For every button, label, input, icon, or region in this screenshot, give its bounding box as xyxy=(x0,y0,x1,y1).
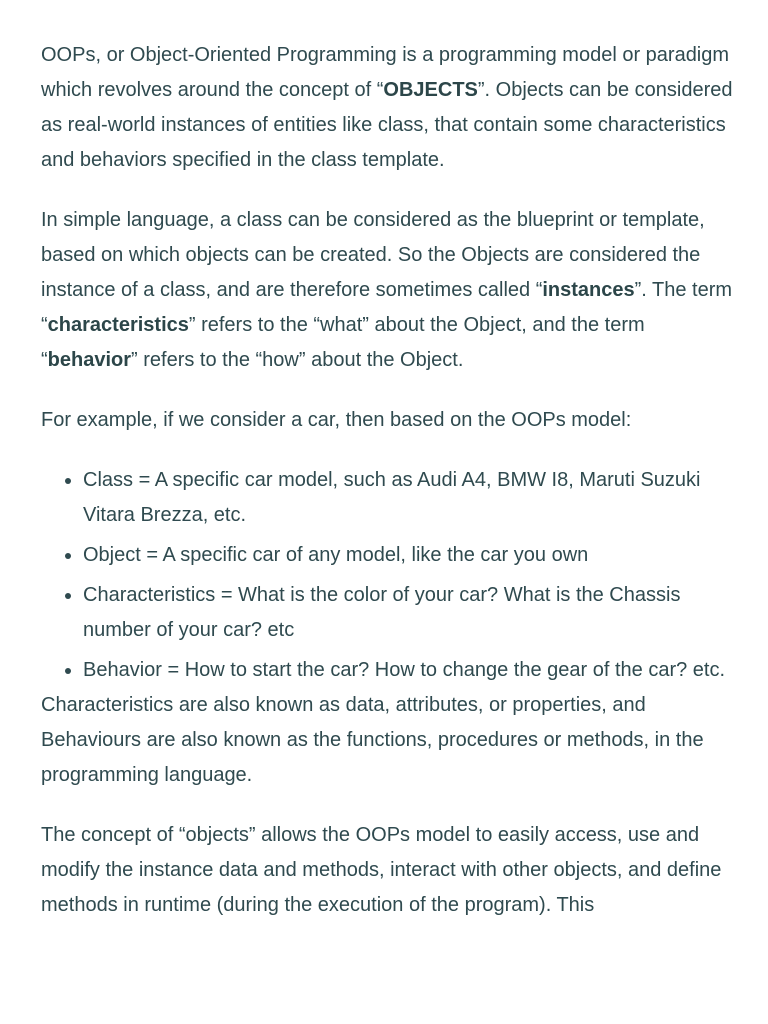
bullet-icon xyxy=(65,593,71,599)
paragraph-intro-text-1: OOPs, or Object-Oriented Programming is a programming model or paradigm which revolves around the concept of “ xyxy=(41,44,730,101)
list-item xyxy=(83,653,733,688)
paragraph-class-text-2: ”. The term “ xyxy=(41,279,733,336)
car-example-list xyxy=(41,463,733,688)
paragraph-class-text-4: ” refers to the “how” about the Object. xyxy=(131,349,464,371)
behavior-bold-term: behavior xyxy=(47,349,132,371)
bullet-icon xyxy=(65,478,71,484)
paragraph-class-text-1: In simple language, a class can be considered as the blueprint or template, based on which objects can be created. So the Objects are considered the instance of a class, and are therefore sometimes called “ xyxy=(41,209,705,301)
list-item xyxy=(83,538,733,573)
list-item-text: Class = A specific car model, such as Audi A4, BMW I8, Maruti Suzuki Vitara Brezza, etc. xyxy=(83,469,701,526)
list-item xyxy=(83,463,733,533)
paragraph-class-text-3: ” refers to the “what” about the Object, and the term “ xyxy=(41,314,645,371)
list-item-text: Object = A specific car of any model, like the car you own xyxy=(83,544,589,566)
characteristics-bold-term: characteristics xyxy=(47,314,189,336)
paragraph-objects-concept: The concept of “objects” allows the OOPs model to easily access, use and modify the instance data and methods, interact with other objects, and define methods in runtime (during the execution of the program). This xyxy=(41,824,722,916)
bullet-icon xyxy=(65,668,71,674)
paragraph-class-explanation xyxy=(41,203,733,378)
objects-bold-term: OBJECTS xyxy=(383,79,478,101)
paragraph-intro xyxy=(41,38,733,178)
paragraph-intro-text-2: ”. Objects can be considered as real-world instances of entities like class, that contain some characteristics and behaviors specified in the class template. xyxy=(41,79,733,171)
paragraph-example-intro: For example, if we consider a car, then based on the OOPs model: xyxy=(41,409,632,431)
article-body xyxy=(41,38,733,923)
list-item xyxy=(83,578,733,648)
list-item-text: Behavior = How to start the car? How to change the gear of the car? etc. xyxy=(83,659,726,681)
list-item-text: Characteristics = What is the color of your car? What is the Chassis number of your car? etc xyxy=(83,584,681,641)
paragraph-characteristics-behaviours: Characteristics are also known as data, attributes, or properties, and Behaviours are also known as the functions, procedures or methods, in the programming language. xyxy=(41,694,704,786)
bullet-icon xyxy=(65,553,71,559)
instances-bold-term: instances xyxy=(542,279,635,301)
